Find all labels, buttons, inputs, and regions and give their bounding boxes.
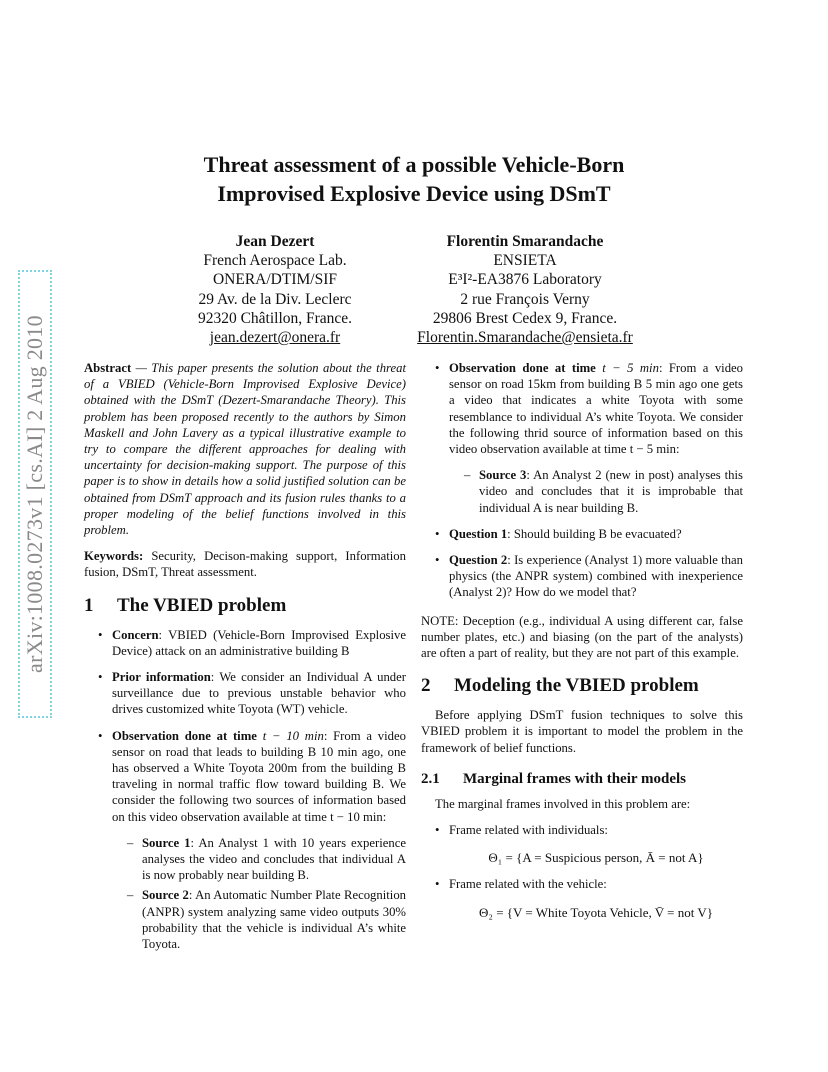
author-affiliation: 29806 Brest Cedex 9, France.: [432, 309, 618, 327]
subsection-title: Marginal frames with their models: [463, 770, 687, 787]
abstract-text: — This paper presents the solution about the threat of a VBIED (Vehicle-Born Improvised Explosive Device) obtained with the DSmT (Dezert-Smarandache Theory). This problem has been proposed recently to the authors by Simon Maskell and John Lavery as a typical illustrative example to try to compare the different approaches for dealing with uncertainty for decision-making support. The purpose of this paper is to show in details how a solid justified solution can be obtained from DSmT approach and its fusion rules thanks to a proper modeling of the belief functions involved in this problem.: [84, 361, 407, 538]
item-label: Prior information: [112, 670, 211, 685]
source-list: [449, 467, 743, 516]
list-item: [449, 360, 743, 516]
problem-list: [84, 627, 406, 953]
author-affiliation: ENSIETA: [493, 252, 557, 270]
title-line-2: Improvised Explosive Device using DSmT: [217, 181, 611, 206]
list-item: [449, 526, 743, 542]
author-email-link[interactable]: Florentin.Smarandache@ensieta.fr: [417, 329, 633, 347]
item-time: t − 10 min: [262, 728, 324, 743]
right-column: [421, 360, 743, 931]
section-number: 2: [421, 675, 431, 697]
item-text: : Is experience (Analyst 1) more valuable than physics (the ANPR system) combined with inexperience (Analyst 2)? How do we model that?: [449, 553, 743, 600]
list-item: [449, 822, 743, 866]
arxiv-stamp: [18, 270, 52, 718]
author-name: Florentin Smarandache: [446, 233, 604, 250]
item-text: : Should building B be evacuated?: [507, 526, 682, 541]
list-item: [479, 467, 743, 516]
item-time: t − 5 min: [602, 361, 659, 375]
keywords-text: Security, Decison-making support, Information fusion, DSmT, Threat assessment.: [84, 549, 406, 580]
item-text: : We consider an Individual A under surveillance due to previous unstable behavior who drives customized white Toyota (WT) vehicle.: [112, 670, 406, 717]
author-block-2: [400, 232, 650, 347]
item-text: : VBIED (Vehicle-Born Improvised Explosive Device) attack on an administrative building B: [112, 627, 406, 658]
item-label: Question 2: [449, 553, 508, 568]
title-line-1: Threat assessment of a possible Vehicle-Born: [203, 152, 625, 177]
frame-list: [421, 822, 743, 921]
list-item: [112, 669, 406, 718]
author-affiliation: 2 rue François Verny: [460, 290, 590, 308]
item-text: : An Automatic Number Plate Recognition (ANPR) system analyzing same video outputs 30% probability that the vehicle is individual A’s white Toyota.: [142, 888, 407, 952]
section-1-heading: [84, 595, 406, 617]
observation-list: [421, 360, 743, 601]
author-name: Jean Dezert: [235, 233, 315, 250]
equation-theta-2: Θ₂ = {V = White Toyota Vehicle, V̄ = not V}: [479, 904, 713, 920]
section-title: The VBIED problem: [117, 594, 287, 616]
item-text: : An Analyst 1 with 10 years experience analyses the video and concludes that individual A is now probably near building B.: [142, 835, 406, 883]
subsection-2-1-heading: [421, 770, 743, 788]
section-number: 1: [84, 594, 94, 616]
author-block-1: [170, 232, 380, 347]
list-item: [142, 835, 406, 884]
subsection-number: 2.1: [421, 770, 440, 787]
left-column: [84, 360, 406, 962]
author-affiliation: 92320 Châtillon, France.: [197, 309, 353, 327]
equation-theta-1: Θ₁ = {A = Suspicious person, Ā = not A}: [488, 850, 704, 866]
arxiv-stamp-text: arXiv:1008.0273v1 [cs.AI] 2 Aug 2010: [22, 315, 47, 673]
subsection-2-1-text: The marginal frames involved in this problem are:: [435, 796, 691, 811]
list-item: [449, 876, 743, 920]
keywords-label: Keywords:: [84, 549, 144, 564]
frame-label: Frame related with individuals:: [449, 823, 608, 838]
section-2-heading: [421, 675, 743, 697]
author-affiliation: E³I²-EA3876 Laboratory: [448, 271, 602, 289]
frame-label: Frame related with the vehicle:: [449, 877, 607, 892]
author-email-link[interactable]: jean.dezert@onera.fr: [209, 329, 341, 347]
list-item: [112, 627, 406, 659]
list-item: [142, 887, 406, 952]
item-label: Observation done at time: [112, 728, 257, 743]
list-item: [449, 552, 743, 601]
item-label: Source 3: [479, 468, 527, 483]
section-2-text: Before applying DSmT fusion techniques to solve this VBIED problem it is important to model the problem in the framework of belief functions.: [421, 708, 743, 755]
item-text: : An Analyst 2 (new in post) analyses this video and concludes that it is improbable that individual A is near building B.: [479, 468, 743, 515]
item-label: Question 1: [449, 526, 508, 541]
section-title: Modeling the VBIED problem: [454, 675, 699, 697]
keywords: [84, 548, 406, 580]
abstract-label: Abstract: [84, 361, 132, 375]
author-affiliation: ONERA/DTIM/SIF: [212, 271, 337, 289]
author-affiliation: French Aerospace Lab.: [203, 252, 347, 270]
paper-title: [84, 150, 744, 208]
note-paragraph: NOTE: Deception (e.g., individual A using different car, false number plates, etc.) and biasing (on the part of the analysts) are often a part of reality, but they are not part of this example.: [421, 613, 743, 661]
author-affiliation: 29 Av. de la Div. Leclerc: [198, 290, 352, 308]
source-list: [112, 835, 406, 952]
abstract: [84, 360, 406, 538]
item-text: : From a video sensor on road that leads to building B 10 min ago, one has observed a White Toyota 200m from the building B traveling in normal traffic flow toward building B. We consider the following two sources of information based on this video observation available at time t − 10 min:: [112, 728, 406, 824]
item-label: Observation done at time: [449, 361, 596, 375]
item-label: Concern: [112, 627, 159, 642]
item-label: Source 2: [142, 888, 189, 903]
list-item: [112, 728, 406, 953]
item-label: Source 1: [142, 835, 191, 850]
item-text: : From a video sensor on road 15km from building B 5 min ago one gets a video that indicates a white Toyota with some resemblance to individual A’s white Toyota. We consider the following thrid source of information based on this video observation available at time t − 5 min:: [449, 361, 744, 457]
